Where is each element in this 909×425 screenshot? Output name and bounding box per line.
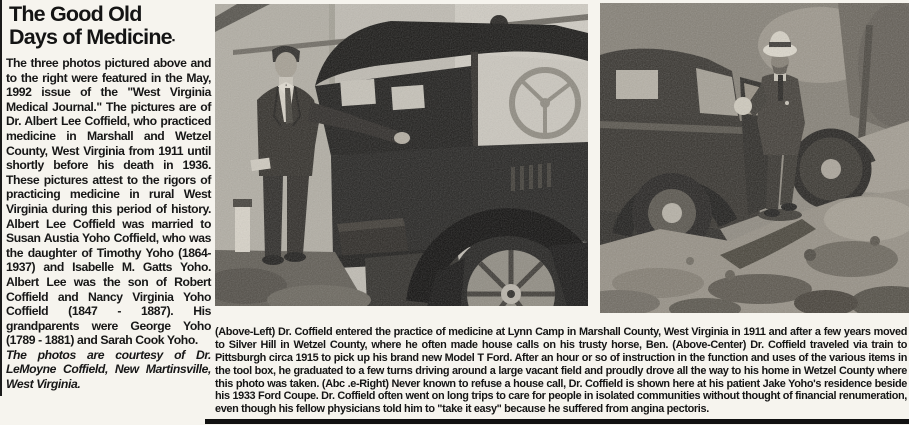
article-photo-credit: The photos are courtesy of Dr. LeMoyne Coffield, New Martinsville, West Virginia. xyxy=(6,347,211,392)
article-title-line2: Days of Medicine xyxy=(9,25,172,49)
ford-coupe-photo-illustration xyxy=(600,3,909,313)
photo-ford-coupe xyxy=(600,3,909,313)
article-title-line1: The Good Old xyxy=(9,2,142,26)
article-title xyxy=(6,3,211,52)
left-edge-rule xyxy=(0,0,2,396)
photo-caption: (Above-Left) Dr. Coffield entered the practice of medicine at Lynn Camp in Marshall County, West Virginia in 1911 and after a few years moved to Silver Hill in Wetzel County, where he often made house calls on his trusty horse, Ben. (Above-Center) Dr. Coffield traveled via train to Pittsburgh circa 1915 to pick up his brand new Model T Ford. After an hour or so of instruction in the function and uses of the various items in the tool box, he graduated to a few turns driving around a large vacant field and proudly drove all the way to his home in Wetzel County where this photo was taken. (Abc .e-Right) Never known to refuse a house call, Dr. Coffield is shown here at his patient Jake Yoho's residence beside his 1933 Ford Coupe. Dr. Coffield often went on long trips to care for people in isolated communities without thought of financial renumeration, even though his fellow physicians told him to "take it easy" because he suffered from angina pectoris. xyxy=(215,325,907,416)
photo-model-t-ford xyxy=(215,4,588,306)
bottom-rule xyxy=(205,419,909,424)
article-body: The three photos pictured above and to the right were featured in the May, 1992 issue of the "West Virginia Medical Journal." The pictures are of Dr. Albert Lee Coffield, who practiced medicine in Marshall and Wetzel County, West Virginia from 1911 until shortly before his death in 1936. These pictures attest to the rigors of practicing medicine in rural West Virginia during this period of history. Albert Lee Coffield was married to Susan Austia Yoho Coffield, who was the daughter of Timothy Yoho (1864-1937) and Isabelle M. Gatts Yoho. Albert Lee was the son of Robert Coffield and Nancy Virginia Yoho Coffield (1847 - 1887). His grandparents were George Yoho (1789 - 1881) and Sarah Cook Yoho. xyxy=(6,56,211,348)
model-t-photo-illustration xyxy=(215,4,588,306)
article-column xyxy=(6,3,211,392)
title-end-bullet: ▪ xyxy=(171,35,176,45)
